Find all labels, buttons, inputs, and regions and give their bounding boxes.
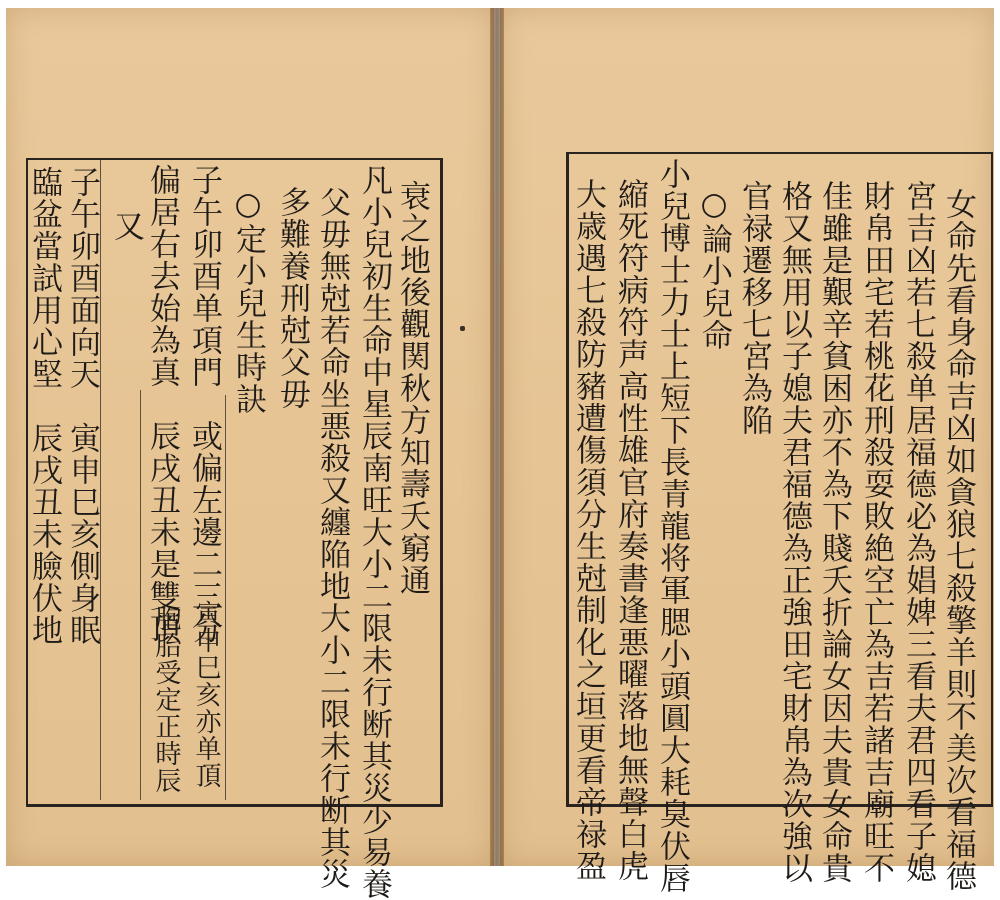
book-gutter (490, 8, 504, 866)
text-column: 小兒博士力士上短下長青龍将軍腮小頭圓大耗臭伏唇 (654, 158, 690, 894)
text-column: 佳雖是艱辛貧困亦不為下賤夭折論女因夫貴女命貴 (816, 180, 852, 884)
verse-column: 子午卯酉面向天 寅申巳亥側身眠 (64, 166, 100, 646)
verse-column: 臨盆當試用心堅 辰戌丑未臉伏地 (26, 166, 62, 646)
column-rule (100, 160, 101, 800)
section-marker: 又 (108, 210, 144, 242)
text-column: 縮死符病符声高性雄官府奏書逢悪曜落地無聲白虎 (612, 178, 648, 882)
verse-subnote: 胞胎受定正時辰 (151, 605, 181, 794)
column-rule (225, 395, 226, 800)
verse-column: 偏居右去始為真 辰戌丑未是雙頂 (144, 164, 180, 644)
text-column: 衰之地後觀関秋方知壽夭窮通 (394, 180, 430, 596)
text-column: 多難養刑尅父毋 (274, 186, 310, 410)
verse-column: 子午卯酉单項門 或偏左邊二三分 (186, 164, 222, 644)
text-column: 凡小兒初生命中星辰南旺大小二限未行断其災少易養 (356, 164, 392, 900)
text-column: 宮吉凶若七殺单居福德必為娼婢三看夫君四看子媳 (900, 180, 936, 884)
heading-column: ○論小兒命 (696, 186, 732, 351)
text-column: 女命先看身命吉凶如貪狼七殺擎羊則不美次看福德 (940, 188, 976, 892)
heading-column: ○定小兒生時訣 (230, 186, 266, 415)
column-rule (140, 390, 141, 800)
text-column: 父毋無尅若命坐悪殺又纏陥地大小二限未行断其災 (314, 186, 350, 890)
text-column: 大歳遇七殺防豬遭傷須分生尅制化之垣更看帝禄盈 (570, 178, 606, 882)
text-column: 官禄遷移七宮為陥 (736, 180, 772, 436)
text-column: 格又無用以子媳夫君福德為正強田宅財帛為次強以 (776, 180, 812, 884)
ink-fleck (460, 326, 465, 331)
verse-subnote: 寅申巳亥亦单頂 (191, 600, 221, 789)
text-column: 財帛田宅若桃花刑殺耍敗絶空亡為吉若諸吉廟旺不 (858, 180, 894, 884)
